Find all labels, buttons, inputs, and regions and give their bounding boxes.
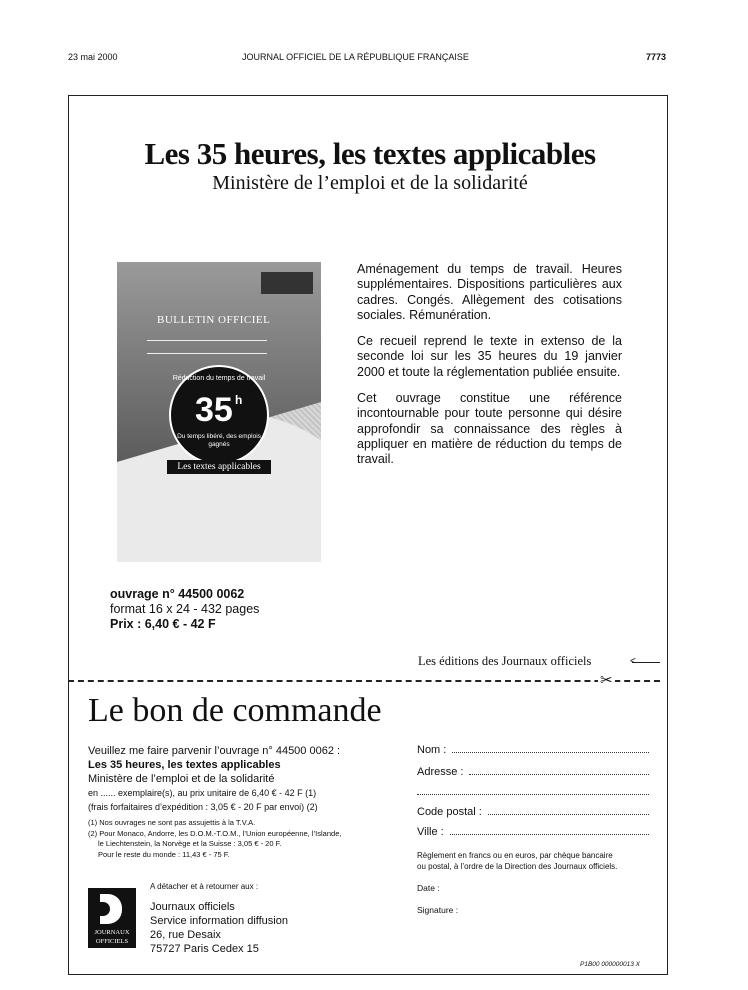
cut-line [68,680,660,682]
address-line-4: 75727 Paris Cedex 15 [150,943,259,955]
book-title: Les 35 heures, les textes applicables [144,136,596,171]
ouvrage-number: ouvrage n° 44500 0062 [110,587,245,601]
return-address [150,900,288,956]
nom-input-line[interactable] [452,751,649,753]
book-specs [110,587,259,632]
cover-label-box [261,272,313,294]
cover-badge-top-text: Réduction du temps de travail [172,375,266,382]
journaux-officiels-logo [88,888,136,948]
book-price: Prix : 6,40 € - 42 F [110,617,216,631]
code-postal-label: Code postal : [417,806,482,818]
header-date: 23 mai 2000 [68,52,118,62]
address-line-3: 26, rue Desaix [150,929,221,941]
adresse-input-line-2[interactable] [417,794,649,795]
payment-line-1: Règlement en francs ou en euros, par chèque bancaire [417,851,613,860]
date-label[interactable]: Date : [417,883,440,893]
description-paragraph-3: Cet ouvrage constitue une référence incontournable pour toute personne qui désire approfondir sa connaissance des règles à appliquer en matière de réduction du temps de travail. [357,391,622,467]
cover-bulletin-title: BULLETIN OFFICIEL [157,314,271,326]
reference-code: P1B00 000000013 X [580,961,640,968]
logo-text-1: JOURNAUX [94,929,130,936]
cover-rule [147,340,267,354]
note-2b: le Liechtenstein, la Norvège et la Suisse : 3,05 € - 20 F. [98,839,282,848]
code-postal-field[interactable] [417,806,649,818]
payment-line-2: ou postal, à l’ordre de la Direction des Journaux officiels. [417,862,618,871]
cover-h-sup: h [235,393,243,407]
order-line-1: Veuillez me faire parvenir l’ouvrage n° 44500 0062 : [88,745,341,757]
nom-label: Nom : [417,744,447,756]
description-paragraph-1: Aménagement du temps de travail. Heures supplémentaires. Dispositions particulières aux cadres. Congés. Allègement des cotisations sociales. Rémunération. [357,262,622,322]
arrow-head-icon: < [630,656,636,667]
cover-35h-badge [169,365,269,465]
pointer-arrow [632,662,660,663]
note-1: (1) Nos ouvrages ne sont pas assujettis à la T.V.A. [88,818,256,827]
signature-label[interactable]: Signature : [417,905,459,915]
header-page-number: 7773 [646,52,667,62]
address-line-1: Journaux officiels [150,901,235,913]
order-line-4[interactable]: en ...... exemplaire(s), au prix unitaire de 6,40 € - 42 F (1) [88,788,317,798]
logo-text-2: OFFICIELS [95,938,129,945]
order-form-title: Le bon de commande [88,692,382,729]
address-line-2: Service information diffusion [150,915,288,927]
cover-badge-bottom-text: Du temps libéré, des emplois gagnés [177,433,261,448]
ville-field[interactable] [417,826,649,838]
order-line-3: Ministère de l’emploi et de la solidarité [88,773,275,785]
adresse-label: Adresse : [417,766,464,778]
scissors-icon: ✂ [600,672,613,689]
note-2a: (2) Pour Monaco, Andorre, les D.O.M.-T.O.M., l’Union européenne, l’Islande, [88,828,342,838]
book-format: format 16 x 24 - 432 pages [110,602,260,616]
cover-band: Les textes applicables [167,460,271,474]
code-postal-input-line[interactable] [488,813,649,815]
ville-label: Ville : [417,826,444,838]
header-journal-title: JOURNAL OFFICIEL DE LA RÉPUBLIQUE FRANÇAISE [242,52,469,62]
detach-instruction: A détacher et à retourner aux : [150,882,259,891]
payment-instructions [417,850,657,872]
order-request [88,744,388,860]
book-cover-image [117,262,321,562]
order-line-2: Les 35 heures, les textes applicables [88,759,281,771]
ville-input-line[interactable] [450,833,649,835]
adresse-input-line[interactable] [469,773,649,775]
publisher-name: Les éditions des Journaux officiels [418,654,592,668]
cover-35-number: 35 [195,391,233,429]
order-line-5: (frais forfaitaires d’expédition : 3,05 € - 20 F par envoi) (2) [88,802,318,812]
description-paragraph-2: Ce recueil reprend le texte in extenso de la seconde loi sur les 35 heures du 19 janvier 2000 et toute la réglementation publiée ensuite. [357,334,622,379]
adresse-field[interactable] [417,766,649,778]
book-subtitle: Ministère de l’emploi et de la solidarité [212,172,528,194]
book-description [357,262,622,479]
note-2c: Pour le reste du monde : 11,43 € - 75 F. [98,849,230,859]
nom-field[interactable] [417,744,649,756]
